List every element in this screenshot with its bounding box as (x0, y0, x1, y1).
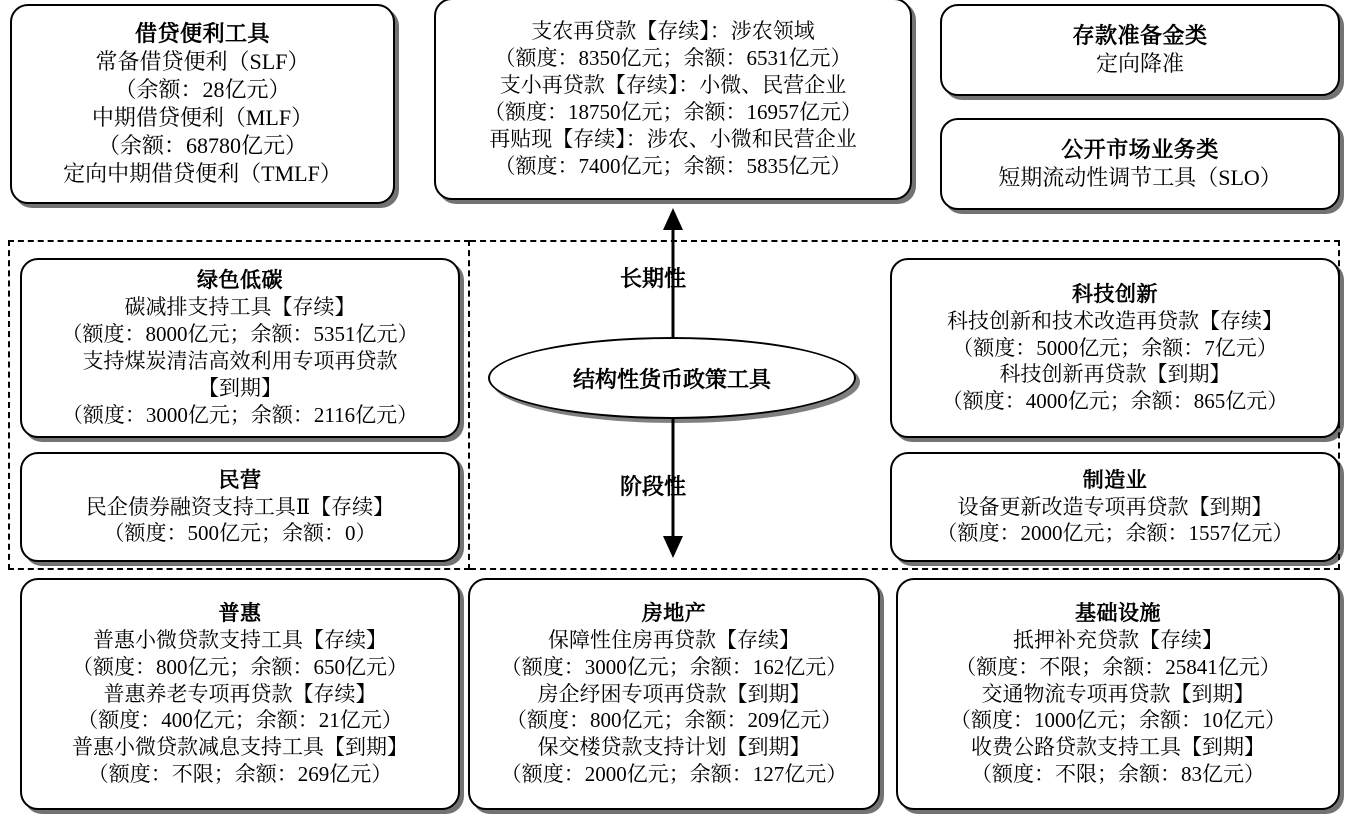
box-line: （额度：不限；余额：25841亿元） (955, 654, 1281, 679)
box-line: （额度：800亿元；余额：209亿元） (506, 708, 842, 733)
box-line: （额度：5000亿元；余额：7亿元） (952, 335, 1278, 360)
box-line: 再贴现【存续】：涉农、小微和民营企业 (489, 126, 857, 151)
arrow-up-label: 长期性 (620, 266, 687, 291)
box-line: 支持煤炭清洁高效利用专项再贷款 (82, 349, 398, 373)
box-green-low-carbon[interactable] (20, 258, 460, 438)
box-line: 【到期】 (198, 375, 282, 400)
box-line: 保交楼贷款支持计划【到期】 (537, 735, 811, 760)
box-line: （额度：不限；余额：83亿元） (971, 762, 1265, 787)
box-relending-rediscount[interactable] (434, 0, 912, 200)
box-line: （额度：800亿元；余额：650亿元） (72, 654, 408, 679)
arrow-down-label: 阶段性 (620, 474, 687, 499)
box-title: 借贷便利工具 (134, 20, 270, 46)
box-line: 抵押补充贷款【存续】 (1013, 627, 1223, 652)
box-line: 收费公路贷款支持工具【到期】 (971, 735, 1265, 760)
box-line: 保障性住房再贷款【存续】 (548, 627, 800, 652)
box-line: （额度：4000亿元；余额：865亿元） (941, 389, 1289, 414)
box-title: 存款准备金类 (1072, 22, 1208, 48)
box-inclusive-finance[interactable] (20, 578, 460, 810)
center-node-structural-monetary-policy-tools[interactable] (488, 337, 856, 419)
box-line: 普惠小微贷款减息支持工具【到期】 (72, 735, 408, 760)
box-line: （额度：3000亿元；余额：162亿元） (500, 654, 848, 679)
box-line: （额度：不限；余额：269亿元） (87, 762, 393, 787)
box-line: （额度：3000亿元；余额：2116亿元） (61, 402, 419, 427)
box-infrastructure[interactable] (896, 578, 1340, 810)
box-title: 民营 (218, 467, 262, 492)
box-line: （余额：28亿元） (114, 76, 291, 102)
box-title: 基础设施 (1075, 600, 1161, 625)
center-node-label: 结构性货币政策工具 (572, 366, 771, 392)
box-line: 定向降准 (1095, 51, 1184, 76)
box-title: 科技创新 (1072, 281, 1158, 306)
box-line: （额度：7400亿元；余额：5835亿元） (494, 153, 852, 178)
box-line: 碳减排支持工具【存续】 (124, 295, 356, 320)
box-line: 设备更新改造专项再贷款【到期】 (957, 494, 1273, 519)
box-line: （额度：8350亿元；余额：6531亿元） (494, 46, 852, 71)
box-line: 中期借贷便利（MLF） (91, 105, 314, 130)
box-line: 常备借贷便利（SLF） (95, 48, 310, 74)
box-line: 支农再贷款【存续】：涉农领域 (531, 19, 815, 44)
box-line: 科技创新和技术改造再贷款【存续】 (947, 308, 1283, 333)
box-line: 房企纾困专项再贷款【到期】 (537, 681, 811, 706)
box-title: 房地产 (641, 600, 707, 625)
box-line: （额度：500亿元；余额：0） (103, 521, 377, 546)
box-line: （额度：2000亿元；余额：127亿元） (500, 762, 848, 787)
box-tech-innovation[interactable] (890, 258, 1340, 438)
box-line: （额度：1000亿元；余额：10亿元） (950, 708, 1286, 733)
box-line: （额度：8000亿元；余额：5351亿元） (61, 322, 419, 347)
box-reserve-requirement[interactable] (940, 4, 1340, 96)
box-line: 交通物流专项再贷款【到期】 (981, 681, 1255, 706)
box-open-market[interactable] (940, 118, 1340, 210)
box-line: （余额：68780亿元） (97, 133, 307, 159)
box-line: 短期流动性调节工具（SLO） (998, 165, 1282, 190)
box-line: 科技创新再贷款【到期】 (999, 362, 1231, 387)
box-title: 制造业 (1082, 467, 1148, 492)
box-title: 绿色低碳 (197, 268, 283, 293)
box-line: 普惠小微贷款支持工具【存续】 (93, 627, 387, 652)
box-lending-facility[interactable] (10, 4, 395, 204)
box-real-estate[interactable] (468, 578, 880, 810)
box-line: 定向中期借贷便利（TMLF） (63, 161, 342, 187)
box-line: 民企债券融资支持工具Ⅱ【存续】 (85, 494, 395, 519)
box-line: （额度：400亿元；余额：21亿元） (77, 708, 403, 733)
box-title: 普惠 (218, 600, 262, 625)
box-line: （额度：2000亿元；余额：1557亿元） (936, 521, 1294, 546)
box-private-enterprise[interactable] (20, 452, 460, 562)
box-manufacturing[interactable] (890, 452, 1340, 562)
box-line: 普惠养老专项再贷款【存续】 (103, 681, 377, 706)
box-line: 支小再贷款【存续】：小微、民营企业 (499, 73, 847, 98)
box-title: 公开市场业务类 (1061, 136, 1219, 162)
box-line: （额度：18750亿元；余额：16957亿元） (484, 100, 862, 124)
